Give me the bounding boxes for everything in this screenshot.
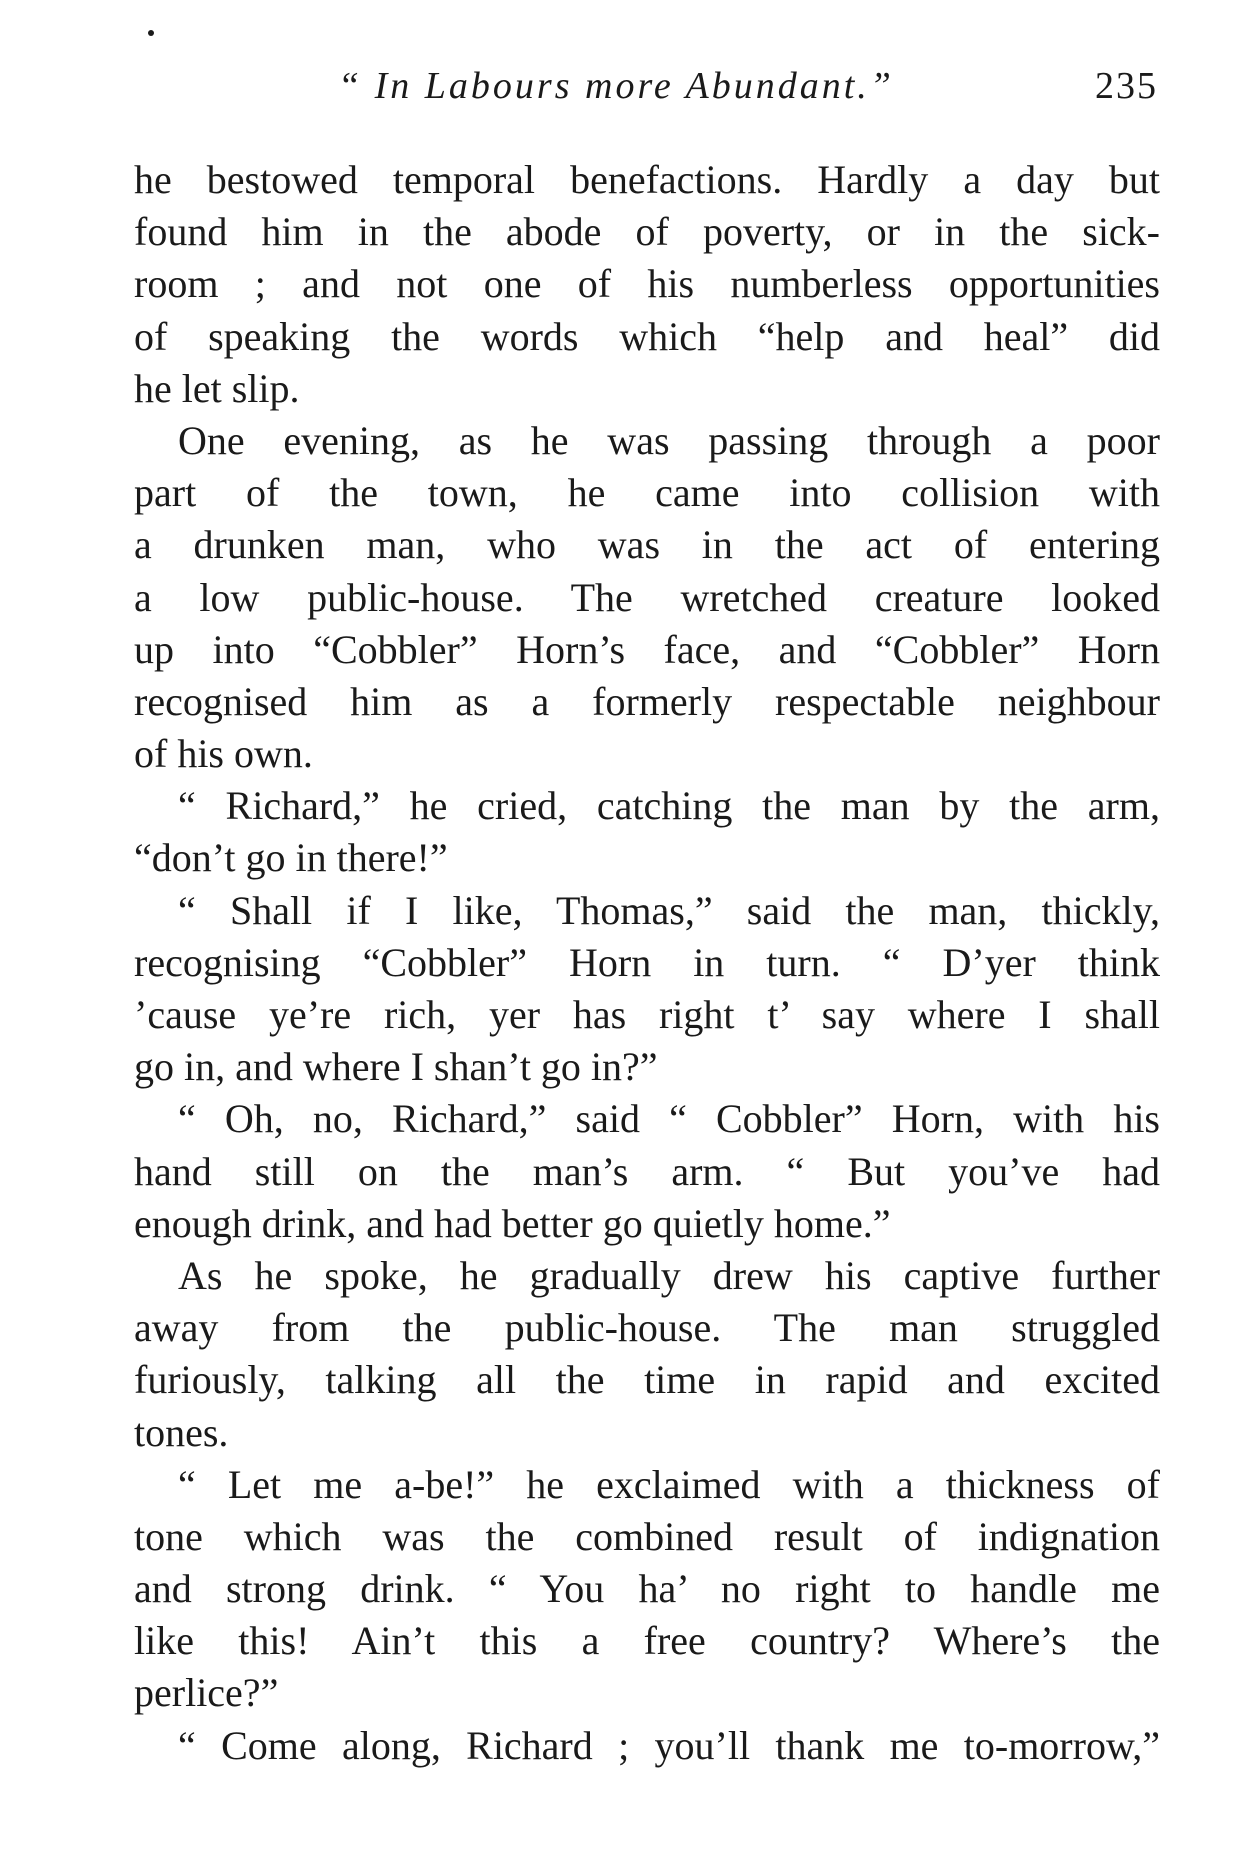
text-line: enough drink, and had better go quietly home.” (134, 1200, 891, 1246)
text-line: of speaking the words which “help and heal” did (134, 313, 1160, 359)
text-line: away from the public-house. The man struggled (134, 1305, 1160, 1351)
text-line: recognising “Cobbler” Horn in turn. “ D’yer think (134, 939, 1160, 985)
text-line: part of the town, he came into collision with (134, 470, 1160, 516)
text-line: he let slip. (134, 365, 300, 411)
text-line: and strong drink. “ You ha’ no right to handle me (134, 1566, 1160, 1612)
text-line: ’cause ye’re rich, yer has right t’ say where I shall (134, 992, 1160, 1037)
text-line: “ Shall if I like, Thomas,” said the man, thickly, (178, 887, 1160, 933)
text-line: “ Richard,” he cried, catching the man by the arm, (178, 783, 1160, 829)
text-line: of his own. (134, 731, 313, 777)
text-line: tones. (134, 1409, 229, 1455)
text-line: tone which was the combined result of indignation (134, 1513, 1160, 1559)
text-line: recognised him as a formerly respectable neighbour (134, 678, 1160, 724)
paragraph (134, 1720, 1160, 1772)
text-line: furiously, talking all the time in rapid and excited (134, 1357, 1160, 1403)
text-line: room ; and not one of his numberless opportunities (134, 261, 1160, 307)
text-line: a drunken man, who was in the act of entering (134, 522, 1160, 568)
text-line: One evening, as he was passing through a poor (178, 417, 1160, 463)
text-line: a low public-house. The wretched creature looked (134, 574, 1160, 620)
page-number: 235 (1095, 65, 1158, 107)
body-text (134, 154, 1160, 1772)
paragraph (134, 415, 1160, 780)
paragraph (134, 1093, 1160, 1250)
text-line: “don’t go in there!” (134, 835, 448, 881)
running-title: “ In Labours more Abundant.” (338, 65, 894, 107)
text-line: he bestowed temporal benefactions. Hardly a day but (134, 157, 1160, 202)
text-line: like this! Ain’t this a free country? Where’s the (134, 1618, 1160, 1664)
text-line: perlice?” (134, 1670, 279, 1716)
paragraph (134, 154, 1160, 415)
text-line: found him in the abode of poverty, or in the sick- (134, 209, 1160, 255)
text-line: “ Let me a-be!” he exclaimed with a thickness of (178, 1461, 1160, 1507)
page-header (338, 62, 1158, 112)
paragraph (134, 1250, 1160, 1459)
paragraph (134, 885, 1160, 1094)
text-line: “ Oh, no, Richard,” said “ Cobbler” Horn, with his (178, 1096, 1160, 1142)
paragraph (134, 780, 1160, 884)
text-line: up into “Cobbler” Horn’s face, and “Cobbler” Horn (134, 626, 1160, 672)
text-line: go in, and where I shan’t go in?” (134, 1044, 658, 1090)
paragraph (134, 1459, 1160, 1720)
text-line: As he spoke, he gradually drew his captive further (178, 1252, 1160, 1298)
text-line: “ Come along, Richard ; you’ll thank me to-morrow,” (178, 1722, 1160, 1768)
print-speck-dot (148, 30, 154, 36)
text-line: hand still on the man’s arm. “ But you’ve had (134, 1148, 1160, 1194)
